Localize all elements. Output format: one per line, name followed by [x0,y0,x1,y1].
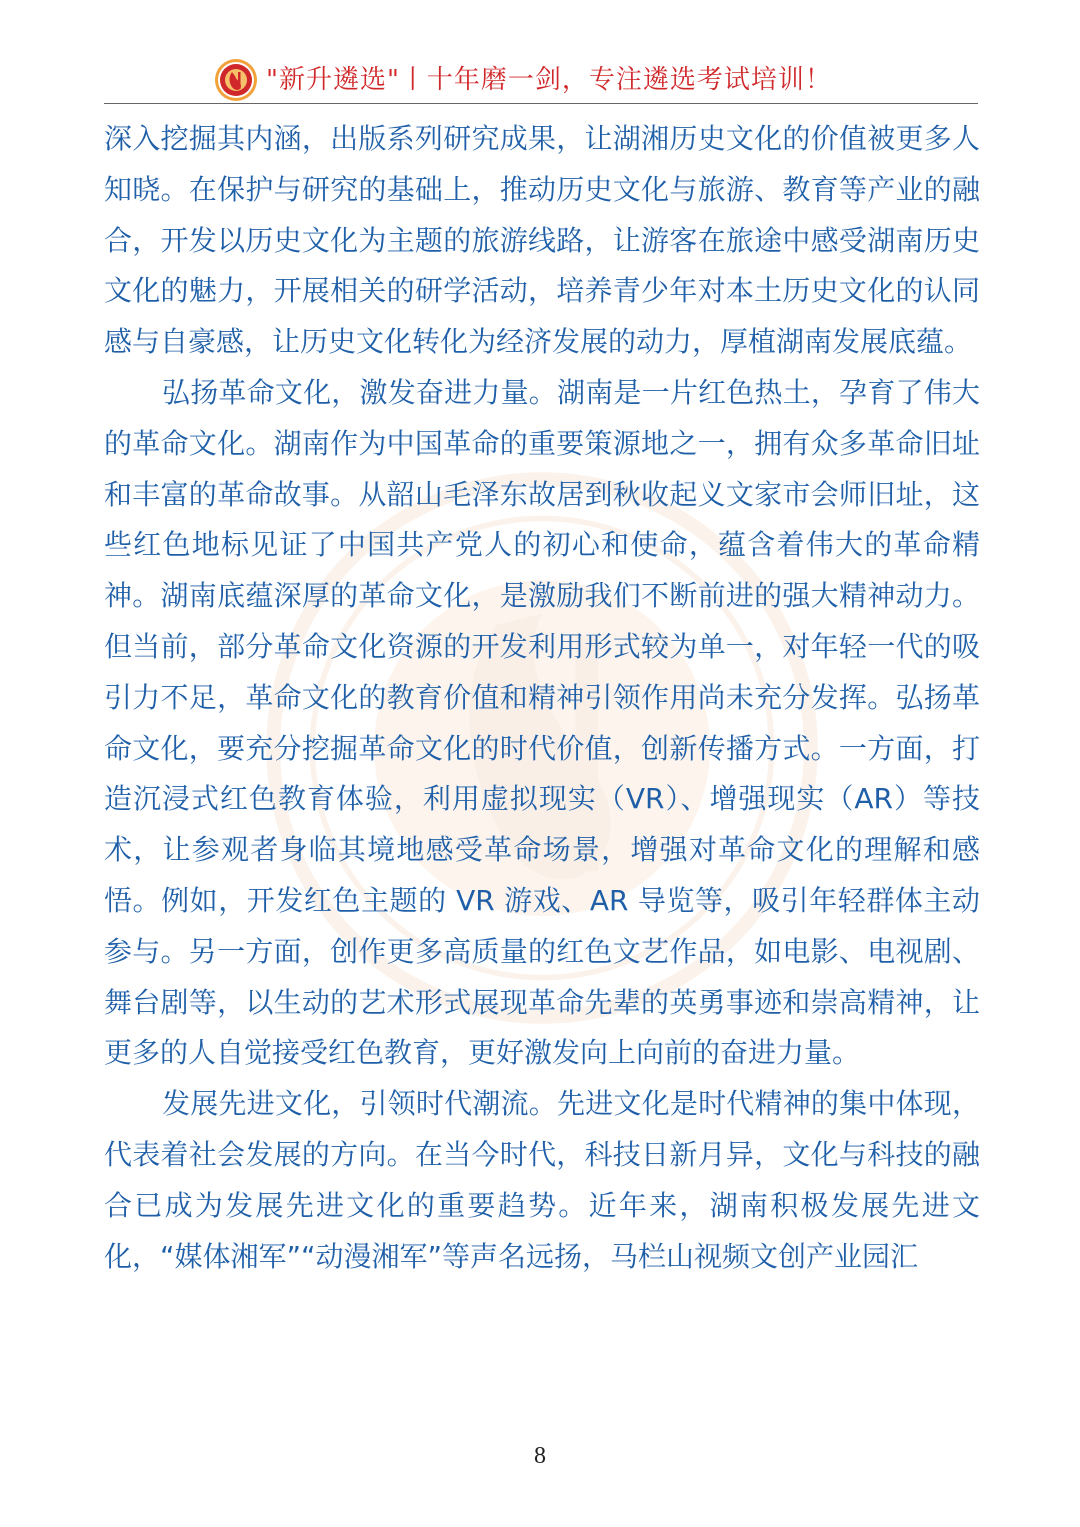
paragraph-continued: 深入挖掘其内涵，出版系列研究成果，让湖湘历史文化的价值被更多人知晓。在保护与研究的基础上，推动历史文化与旅游、教育等产业的融合，开发以历史文化为主题的旅游线路，让游客在旅途中感受湖南历史文化的魅力，开展相关的研学活动，培养青少年对本土历史文化的认同感与自豪感，让历史文化转化为经济发展的动力，厚植湖南发展底蕴。 [104,122,980,359]
header-divider [104,103,978,104]
paragraph-advanced-culture: 发展先进文化，引领时代潮流。先进文化是时代精神的集中体现，代表着社会发展的方向。在当今时代，科技日新月异，文化与科技的融合已成为发展先进文化的重要趋势。近年来，湖南积极发展先进文化，“媒体湘军”“动漫湘军”等声名远扬，马栏山视频文创产业园汇 [104,1087,980,1273]
page-number: 8 [534,1443,546,1469]
paragraph-revolutionary-culture: 弘扬革命文化，激发奋进力量。湖南是一片红色热土，孕育了伟大的革命文化。湖南作为中国革命的重要策源地之一，拥有众多革命旧址和丰富的革命故事。从韶山毛泽东故居到秋收起义文家市会师旧址，这些红色地标见证了中国共产党人的初心和使命，蕴含着伟大的革命精神。湖南底蕴深厚的革命文化，是激励我们不断前进的强大精神动力。但当前，部分革命文化资源的开发利用形式较为单一，对年轻一代的吸引力不足，革命文化的教育价值和精神引领作用尚未充分发挥。弘扬革命文化，要充分挖掘革命文化的时代价值，创新传播方式。一方面，打造沉浸式红色教育体验，利用虚拟现实（VR）、增强现实（AR）等技术，让参观者身临其境地感受革命场景，增强对革命文化的理解和感悟。例如，开发红色主题的 VR 游戏、AR 导览等，吸引年轻群体主动参与。另一方面，创作更多高质量的红色文艺作品，如电影、电视剧、舞台剧等，以生动的艺术形式展现革命先辈的英勇事迹和崇高精神，让更多的人自觉接受红色教育，更好激发向上向前的奋进力量。 [104,375,980,1070]
body-text [104,114,980,1282]
page-header [214,58,832,102]
training-school-seal-logo-icon [214,58,258,102]
header-slogan: "新升遴选"丨十年磨一剑，专注遴选考试培训！ [266,65,832,95]
